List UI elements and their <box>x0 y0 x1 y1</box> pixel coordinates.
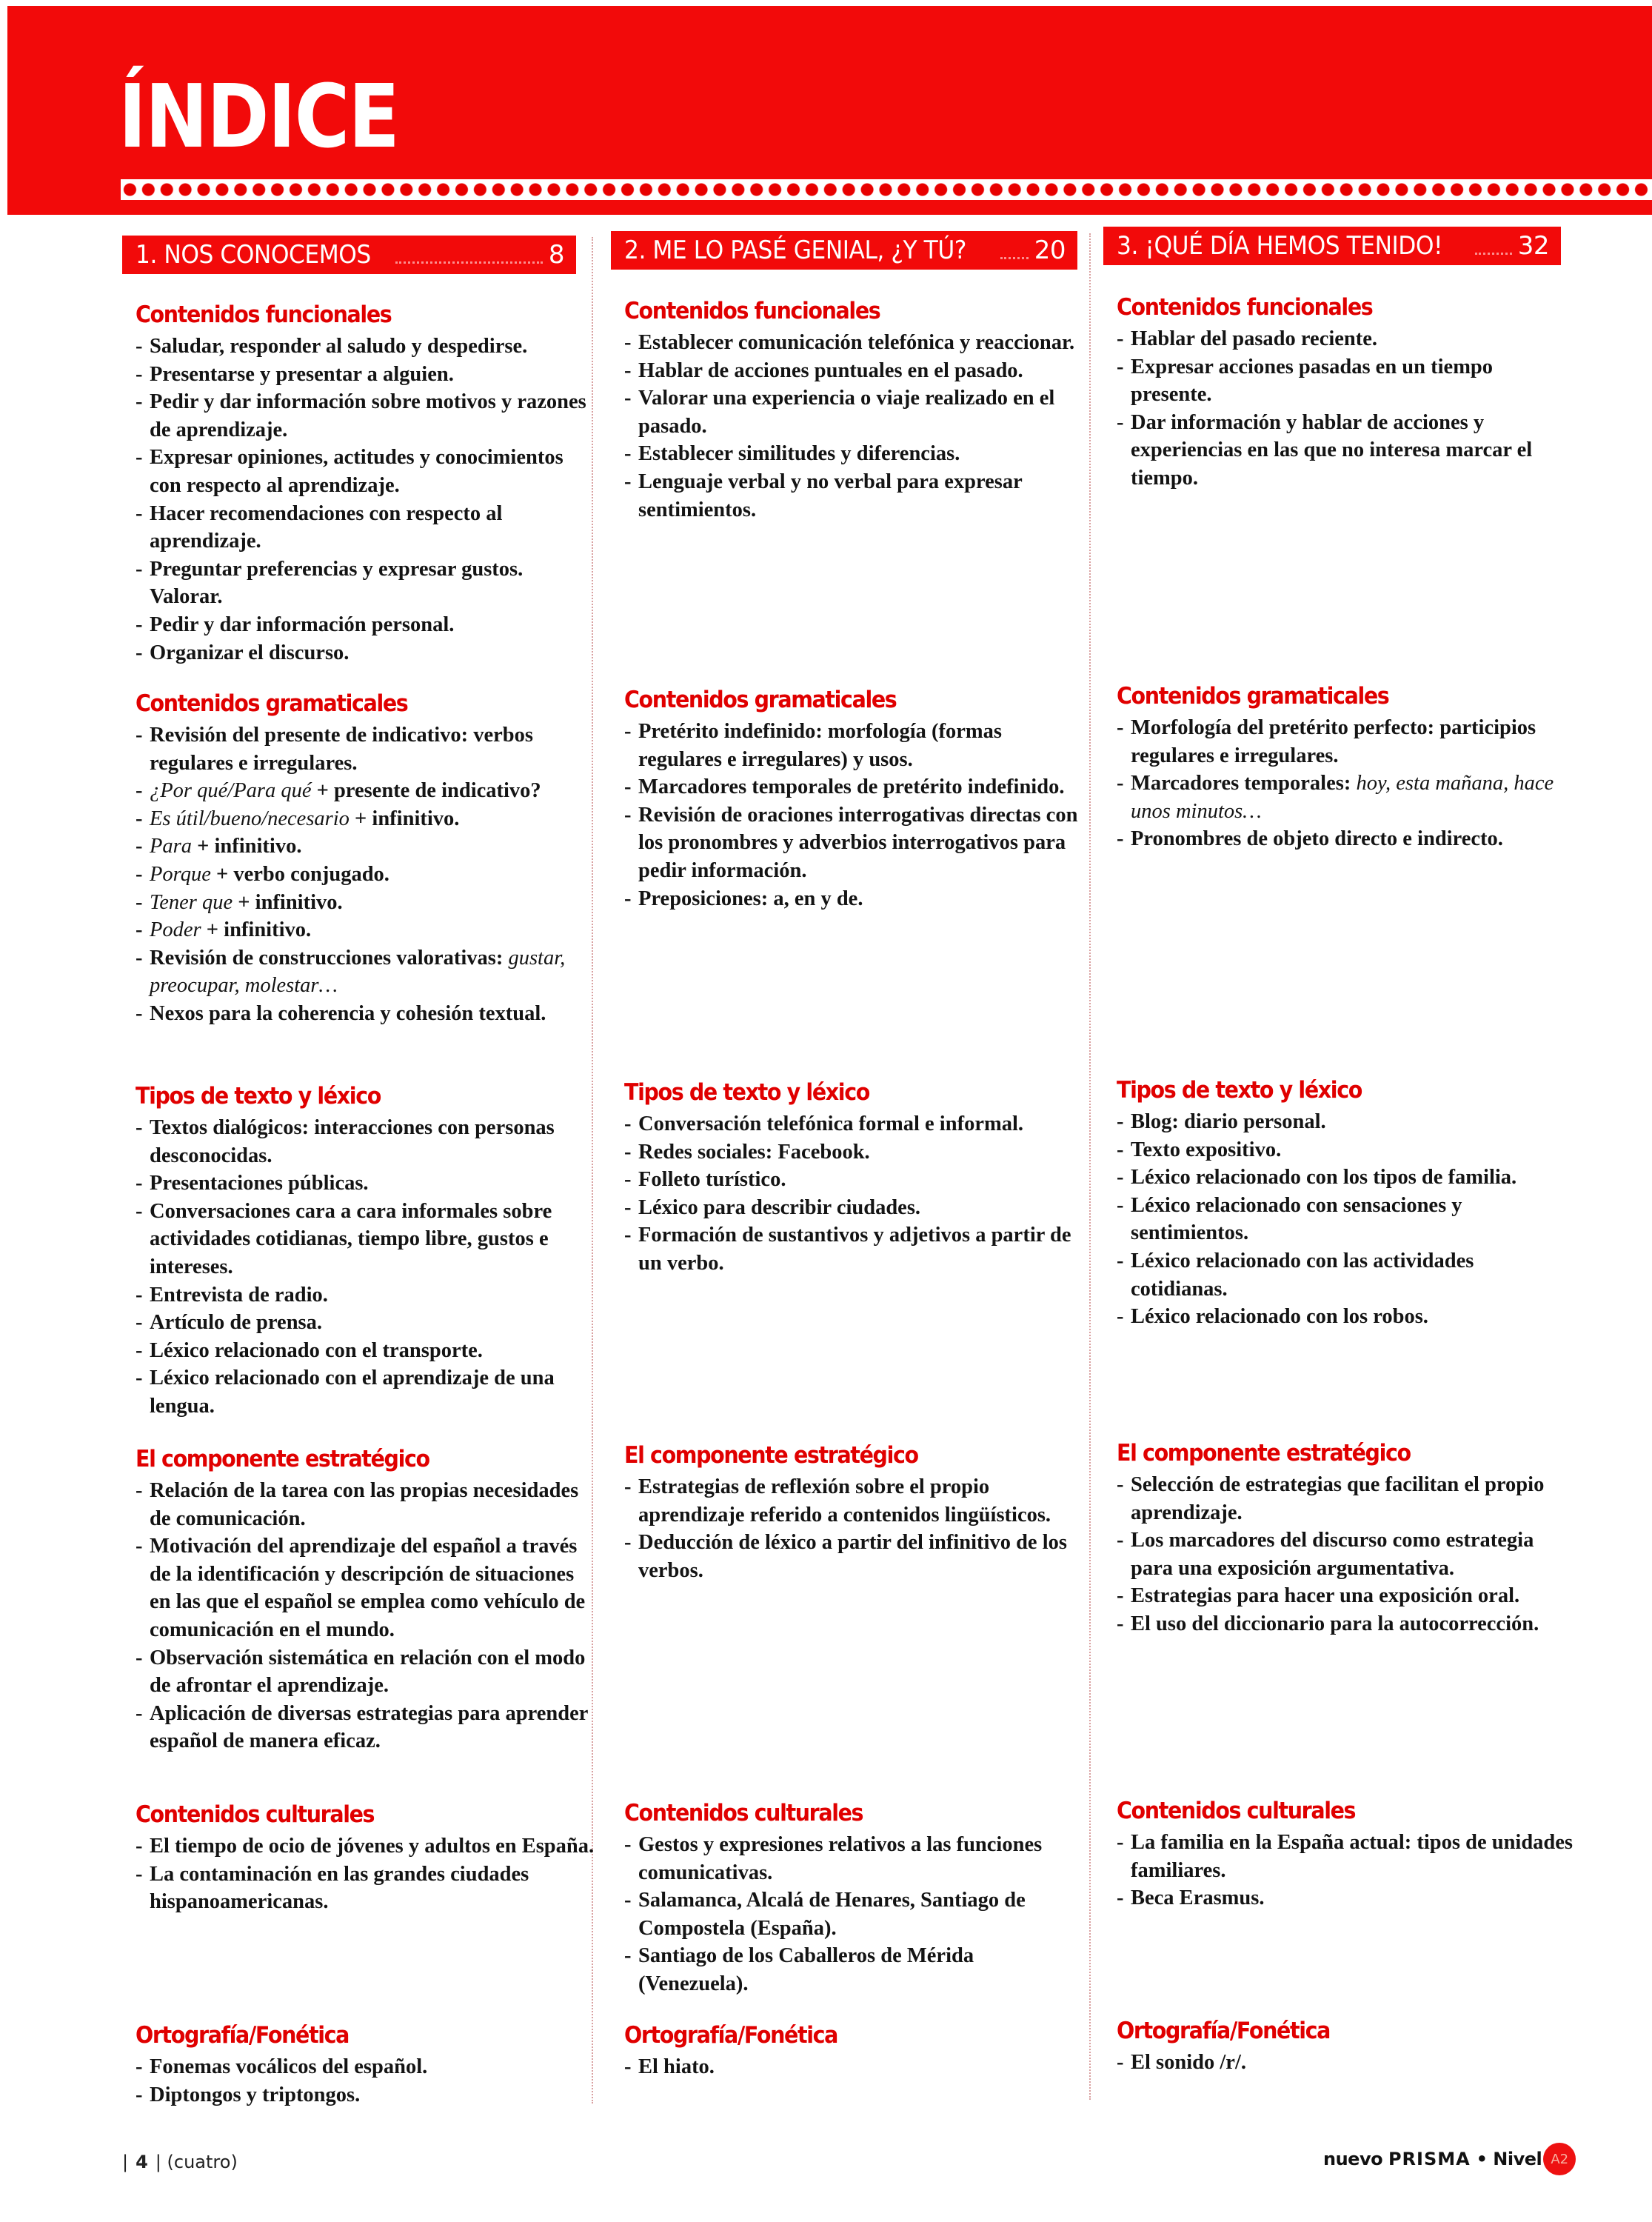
list-item: - Gestos y expresiones relativos a las funciones comunicativas. <box>624 1831 1083 1886</box>
list-item: - Estrategias para hacer una exposición oral. <box>1117 1582 1576 1610</box>
section-heading: Contenidos culturales <box>624 1800 863 1826</box>
list-item: - Hablar de acciones puntuales en el pasado. <box>624 357 1083 385</box>
list-item: - Salamanca, Alcalá de Henares, Santiago de Compostela (España). <box>624 1886 1083 1942</box>
list-item: - Motivación del aprendizaje del español a través de la identificación y descripción de situaciones en las que el español se emplea como vehículo de comunicación en el mundo. <box>136 1532 595 1644</box>
list-item: - Texto expositivo. <box>1117 1136 1576 1164</box>
section-grammar-contents <box>136 689 595 1028</box>
list-item: - Nexos para la coherencia y cohesión textual. <box>136 1000 595 1028</box>
section-orthography-phonetics <box>1117 2016 1576 2077</box>
list-item: - Dar información y hablar de acciones y experiencias en las que no interesa marcar el tiempo. <box>1117 409 1576 493</box>
list-item: - Léxico relacionado con los robos. <box>1117 1303 1576 1331</box>
section-list <box>1117 1829 1576 1912</box>
section-heading: Ortografía/Fonética <box>1117 2018 1331 2044</box>
list-item: - Diptongos y triptongos. <box>136 2081 595 2109</box>
list-item: - Morfología del pretérito perfecto: participios regulares e irregulares. <box>1117 714 1576 770</box>
unit-title: 3. ¡QUÉ DÍA HEMOS TENIDO! <box>1117 231 1443 261</box>
column-divider <box>1089 233 1091 2100</box>
section-heading: Contenidos funcionales <box>136 301 392 328</box>
section-text-types-lexicon <box>624 1078 1083 1278</box>
list-item: - Hacer recomendaciones con respecto al aprendizaje. <box>136 500 595 556</box>
section-heading: El componente estratégico <box>624 1442 918 1469</box>
section-heading: Contenidos gramaticales <box>624 687 897 713</box>
dot-leader <box>1000 257 1029 259</box>
list-item: - Artículo de prensa. <box>136 1309 595 1337</box>
section-list <box>1117 325 1576 493</box>
brand-footer <box>1323 2143 1576 2175</box>
list-item: - Pedir y dar información personal. <box>136 611 595 639</box>
section-list <box>1117 2049 1576 2077</box>
section-text-types-lexicon <box>136 1081 595 1421</box>
list-item: - Establecer similitudes y diferencias. <box>624 440 1083 468</box>
page-title: ÍNDICE <box>118 65 399 167</box>
list-item: - Lenguaje verbal y no verbal para expresar sentimientos. <box>624 468 1083 524</box>
separator-bar: | <box>155 2152 161 2172</box>
list-item: - Es útil/bueno/necesario + infinitivo. <box>136 805 595 833</box>
unit-title: 2. ME LO PASÉ GENIAL, ¿Y TÚ? <box>624 236 966 265</box>
list-item: - Revisión del presente de indicativo: verbos regulares e irregulares. <box>136 721 595 777</box>
dotted-strip <box>121 179 1652 200</box>
section-heading: El componente estratégico <box>136 1446 429 1472</box>
list-item: - La familia en la España actual: tipos de unidades familiares. <box>1117 1829 1576 1884</box>
list-item: - Estrategias de reflexión sobre el propio aprendizaje referido a contenidos lingüísticos. <box>624 1473 1083 1529</box>
list-item: - Presentarse y presentar a alguien. <box>136 361 595 389</box>
section-list <box>1117 714 1576 853</box>
list-item: - Léxico relacionado con el transporte. <box>136 1337 595 1365</box>
section-list <box>136 721 595 1028</box>
section-strategic-component <box>624 1441 1083 1584</box>
section-list <box>624 1831 1083 1998</box>
list-item: - Porque + verbo conjugado. <box>136 861 595 889</box>
section-heading: Contenidos funcionales <box>624 298 880 324</box>
section-grammar-contents <box>624 685 1083 913</box>
section-list <box>624 2053 1083 2081</box>
section-cultural-contents <box>1117 1796 1576 1912</box>
list-item: - Marcadores temporales de pretérito indefinido. <box>624 773 1083 801</box>
section-heading: El componente estratégico <box>1117 1440 1411 1467</box>
section-heading: Tipos de texto y léxico <box>624 1079 869 1106</box>
list-item: - Revisión de oraciones interrogativas directas con los pronombres y adverbios interrogativos para pedir información. <box>624 801 1083 885</box>
list-item: - El hiato. <box>624 2053 1083 2081</box>
unit-page-number: 32 <box>1517 231 1549 261</box>
list-item: - Léxico relacionado con el aprendizaje de una lengua. <box>136 1364 595 1420</box>
list-item: - Textos dialógicos: interacciones con personas desconocidas. <box>136 1114 595 1170</box>
unit-title: 1. NOS CONOCEMOS <box>136 240 371 270</box>
list-item: - Pretérito indefinido: morfología (formas regulares e irregulares) y usos. <box>624 718 1083 773</box>
unit-1-heading[interactable] <box>122 236 576 274</box>
dot-leader <box>1475 253 1511 255</box>
list-item: - Saludar, responder al saludo y despedirse. <box>136 333 595 361</box>
separator-bar: | <box>122 2152 129 2172</box>
section-heading: Ortografía/Fonética <box>136 2022 350 2049</box>
list-item: - Valorar una experiencia o viaje realizado en el pasado. <box>624 384 1083 440</box>
page-number: 4 <box>136 2152 148 2172</box>
list-item: - Pedir y dar información sobre motivos y razones de aprendizaje. <box>136 388 595 444</box>
section-heading: Contenidos culturales <box>1117 1798 1356 1824</box>
list-item: - El sonido /r/. <box>1117 2049 1576 2077</box>
section-strategic-component <box>1117 1438 1576 1638</box>
list-item: - Deducción de léxico a partir del infinitivo de los verbos. <box>624 1529 1083 1584</box>
list-item: - Para + infinitivo. <box>136 833 595 861</box>
section-functional-contents <box>624 296 1083 524</box>
unit-3-heading[interactable] <box>1103 227 1561 265</box>
unit-page-number: 20 <box>1034 236 1066 265</box>
section-list <box>136 1114 595 1421</box>
list-item: - Conversaciones cara a cara informales sobre actividades cotidianas, tiempo libre, gustos e intereses. <box>136 1198 595 1281</box>
list-item: - Los marcadores del discurso como estrategia para una exposición argumentativa. <box>1117 1527 1576 1582</box>
list-item: - Observación sistemática en relación con el modo de afrontar el aprendizaje. <box>136 1644 595 1700</box>
section-list <box>1117 1471 1576 1638</box>
list-item: - Revisión de construcciones valorativas: gustar, preocupar, molestar… <box>136 944 595 1000</box>
section-heading: Contenidos culturales <box>136 1801 375 1828</box>
list-item: - El tiempo de ocio de jóvenes y adultos en España. <box>136 1832 595 1861</box>
list-item: - Poder + infinitivo. <box>136 916 595 944</box>
list-item: - Marcadores temporales: hoy, esta mañana, hace unos minutos… <box>1117 770 1576 825</box>
section-list <box>1117 1108 1576 1331</box>
list-item: - Léxico relacionado con sensaciones y sentimientos. <box>1117 1192 1576 1247</box>
list-item: - Establecer comunicación telefónica y reaccionar. <box>624 329 1083 357</box>
unit-2-heading[interactable] <box>611 231 1077 270</box>
list-item: - Expresar opiniones, actitudes y conocimientos con respecto al aprendizaje. <box>136 444 595 499</box>
list-item: - Blog: diario personal. <box>1117 1108 1576 1136</box>
unit-page-number: 8 <box>548 240 564 270</box>
list-item: - Léxico relacionado con los tipos de familia. <box>1117 1164 1576 1192</box>
level-badge: A2 <box>1543 2143 1576 2175</box>
list-item: - Redes sociales: Facebook. <box>624 1138 1083 1167</box>
list-item: - Relación de la tarea con las propias necesidades de comunicación. <box>136 1477 595 1532</box>
section-orthography-phonetics <box>624 2021 1083 2081</box>
list-item: - Santiago de los Caballeros de Mérida (Venezuela). <box>624 1942 1083 1998</box>
section-heading: Contenidos gramaticales <box>136 690 408 717</box>
section-heading: Contenidos gramaticales <box>1117 683 1389 710</box>
section-list <box>136 333 595 667</box>
list-item: - Preposiciones: a, en y de. <box>624 885 1083 913</box>
section-list <box>136 1477 595 1755</box>
section-heading: Ortografía/Fonética <box>624 2022 838 2049</box>
section-list <box>624 329 1083 524</box>
section-heading: Contenidos funcionales <box>1117 294 1373 321</box>
list-item: - Formación de sustantivos y adjetivos a partir de un verbo. <box>624 1221 1083 1277</box>
list-item: - ¿Por qué/Para qué + presente de indicativo? <box>136 777 595 805</box>
list-item: - Folleto turístico. <box>624 1166 1083 1194</box>
list-item: - Presentaciones públicas. <box>136 1170 595 1198</box>
dot-leader <box>395 261 542 264</box>
list-item: - Aplicación de diversas estrategias para aprender español de manera eficaz. <box>136 1700 595 1755</box>
list-item: - Pronombres de objeto directo e indirecto. <box>1117 825 1576 853</box>
list-item: - Hablar del pasado reciente. <box>1117 325 1576 353</box>
list-item: - Preguntar preferencias y expresar gustos. Valorar. <box>136 556 595 611</box>
page-number-word: (cuatro) <box>167 2152 238 2172</box>
section-list <box>624 1473 1083 1584</box>
section-list <box>624 718 1083 913</box>
list-item: - Expresar acciones pasadas en un tiempo presente. <box>1117 353 1576 409</box>
list-item: - Léxico para describir ciudades. <box>624 1194 1083 1222</box>
section-list <box>136 2053 595 2109</box>
level-label: • Nivel <box>1476 2149 1542 2169</box>
list-item: - El uso del diccionario para la autocorrección. <box>1117 1610 1576 1638</box>
page-footer-number <box>122 2152 238 2172</box>
list-item: - Fonemas vocálicos del español. <box>136 2053 595 2081</box>
list-item: - Organizar el discurso. <box>136 639 595 667</box>
brand-name: PRISMA <box>1388 2149 1471 2169</box>
section-strategic-component <box>136 1444 595 1755</box>
section-functional-contents <box>1117 293 1576 493</box>
list-item: - Léxico relacionado con las actividades cotidianas. <box>1117 1247 1576 1303</box>
list-item: - Entrevista de radio. <box>136 1281 595 1309</box>
list-item: - Conversación telefónica formal e informal. <box>624 1110 1083 1138</box>
section-heading: Tipos de texto y léxico <box>136 1083 381 1110</box>
section-cultural-contents <box>136 1800 595 1916</box>
section-list <box>136 1832 595 1916</box>
section-grammar-contents <box>1117 681 1576 853</box>
brand-prefix: nuevo <box>1323 2149 1383 2169</box>
brand-logo <box>1323 2149 1542 2169</box>
section-text-types-lexicon <box>1117 1075 1576 1331</box>
list-item: - La contaminación en las grandes ciudades hispanoamericanas. <box>136 1861 595 1916</box>
section-heading: Tipos de texto y léxico <box>1117 1077 1362 1104</box>
section-functional-contents <box>136 300 595 667</box>
list-item: - Selección de estrategias que facilitan el propio aprendizaje. <box>1117 1471 1576 1527</box>
section-list <box>624 1110 1083 1278</box>
list-item: - Tener que + infinitivo. <box>136 889 595 917</box>
list-item: - Beca Erasmus. <box>1117 1884 1576 1912</box>
section-cultural-contents <box>624 1798 1083 1998</box>
section-orthography-phonetics <box>136 2021 595 2109</box>
